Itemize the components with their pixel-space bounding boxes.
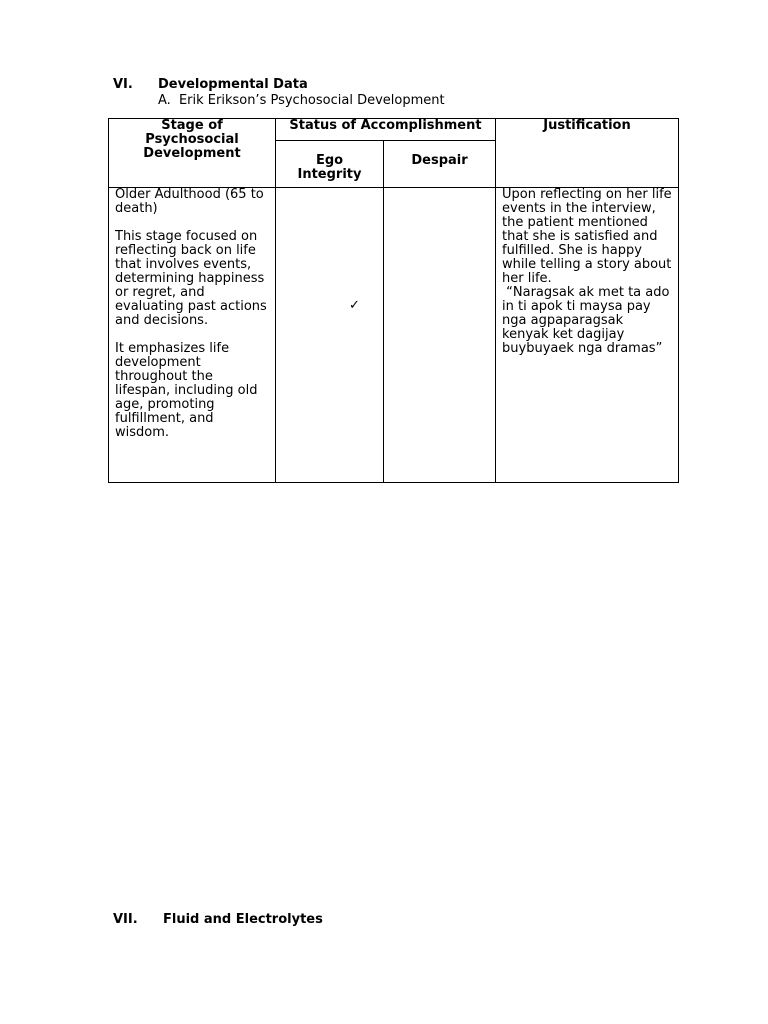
psychosocial-development-table [108, 118, 679, 483]
table-header-row [109, 119, 679, 141]
section-vi-number: VI. [113, 77, 133, 92]
stage-title: Older Adulthood (65 to death) [115, 187, 264, 216]
subsection-a-label: A. [158, 93, 171, 108]
subsection-a-heading [158, 94, 445, 108]
section-vi-title: Developmental Data [158, 77, 308, 92]
section-vii-title: Fluid and Electrolytes [163, 912, 323, 927]
header-status: Status of Accomplishment [276, 119, 496, 141]
despair-cell [384, 188, 496, 483]
justification-cell [496, 188, 679, 483]
section-vii-heading [113, 913, 323, 927]
stage-description-2: It emphasizes life development throughout the lifespan, including old age, promoting fulfillment, and wisdom. [115, 341, 258, 440]
table-row [109, 188, 679, 483]
justification-quote: “Naragsak ak met ta ado in ti apok ti maysa pay nga agpaparagsak kenyak ket dagijay buybuyaek nga dramas” [502, 285, 674, 356]
ego-integrity-cell [276, 188, 384, 483]
stage-description-1: This stage focused on reflecting back on life that involves events, determining happiness or regret, and evaluating past actions and decisions. [115, 229, 267, 328]
header-justification: Justification [496, 119, 679, 188]
section-vii-number: VII. [113, 912, 138, 927]
subsection-a-title: Erik Erikson’s Psychosocial Development [178, 93, 445, 108]
checkmark-icon: ✓ [349, 298, 360, 313]
header-despair: Despair [384, 141, 496, 188]
stage-cell [109, 188, 276, 483]
justification-text: Upon reflecting on her life events in the interview, the patient mentioned that she is satisfied and fulfilled. She is happy while telling a story about her life. [502, 187, 672, 286]
header-ego-integrity: Ego Integrity [276, 141, 384, 188]
header-stage: Stage of Psychosocial Development [109, 119, 276, 188]
section-vi-heading [113, 78, 308, 92]
